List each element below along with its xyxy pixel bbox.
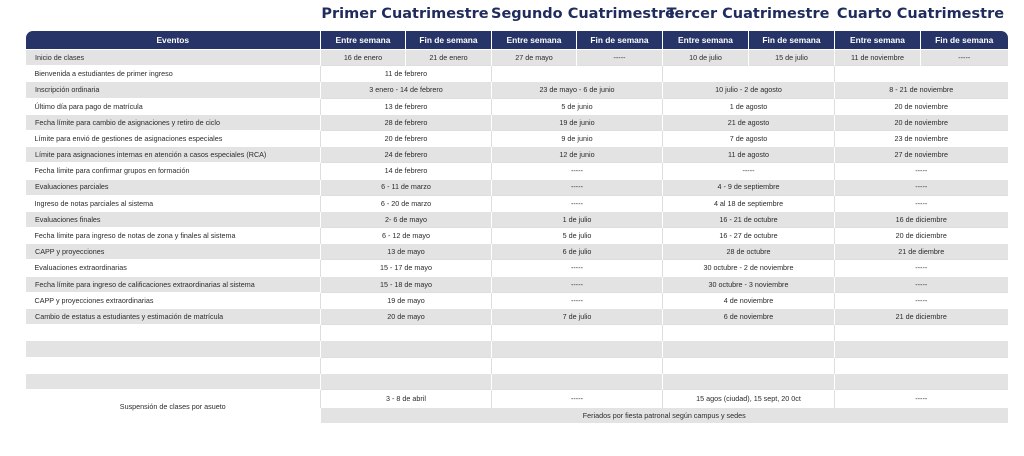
table-cell: 27 de noviembre	[835, 147, 1008, 163]
event-label: Inscripción ordinaria	[26, 82, 321, 98]
quarter-title-2: Segundo Cuatrimestre	[491, 6, 675, 22]
table-cell: 14 de febrero	[321, 163, 492, 179]
table-cell	[492, 66, 663, 82]
table-row	[26, 260, 1008, 276]
feriados-note: Feriados por fiesta patronal según campus y sedes	[321, 407, 1008, 423]
header-q1-weekend: Fin de semana	[406, 31, 492, 50]
blank-cell	[321, 373, 492, 389]
table-row	[26, 163, 1008, 179]
table-cell: -----	[492, 260, 663, 276]
blank-cell	[835, 341, 1008, 357]
table-cell: 23 de noviembre	[835, 130, 1008, 146]
header-q2-weekday: Entre semana	[492, 31, 577, 50]
blank-cell	[492, 325, 663, 341]
table-cell: 4 - 9 de septiembre	[663, 179, 835, 195]
blank-row	[26, 341, 1008, 357]
table-cell: 23 de mayo - 6 de junio	[492, 82, 663, 98]
table-cell: 15 - 18 de mayo	[321, 276, 492, 292]
table-row-suspension	[26, 389, 1008, 407]
blank-cell	[26, 341, 321, 357]
table-cell: 20 de mayo	[321, 309, 492, 325]
header-row	[26, 31, 1008, 50]
table-cell: 28 de febrero	[321, 114, 492, 130]
table-row	[26, 82, 1008, 98]
blank-cell	[26, 373, 321, 389]
table-row	[26, 276, 1008, 292]
table-cell: 21 de enero	[406, 50, 492, 66]
table-cell: 21 de diciembre	[835, 309, 1008, 325]
table-cell: 1 de julio	[492, 211, 663, 227]
table-cell: 20 de febrero	[321, 130, 492, 146]
blank-cell	[321, 341, 492, 357]
table-cell: 10 julio - 2 de agosto	[663, 82, 835, 98]
table-cell: -----	[835, 195, 1008, 211]
quarter-title-1: Primer Cuatrimestre	[321, 6, 489, 22]
table-cell: 15 agos (ciudad), 15 sept, 20 0ct	[663, 389, 835, 407]
table-cell: 1 de agosto	[663, 98, 835, 114]
event-label: Fecha límite para ingreso de notas de zona y finales al sistema	[26, 228, 321, 244]
table-cell: 30 octubre - 3 noviembre	[663, 276, 835, 292]
table-cell: 3 - 8 de abril	[321, 389, 492, 407]
table-cell: -----	[835, 276, 1008, 292]
event-label: Fecha límite para confirmar grupos en formación	[26, 163, 321, 179]
table-cell: 2- 6 de mayo	[321, 211, 492, 227]
table-cell: 7 de agosto	[663, 130, 835, 146]
event-label: Ingreso de notas parciales al sistema	[26, 195, 321, 211]
quarter-titles	[0, 6, 1024, 30]
blank-cell	[835, 357, 1008, 373]
table-cell: 15 de julio	[749, 50, 835, 66]
table-cell: 21 de diembre	[835, 244, 1008, 260]
blank-cell	[26, 357, 321, 373]
table-cell: 5 de julio	[492, 228, 663, 244]
table-cell: 10 de julio	[663, 50, 749, 66]
event-label: Límite para asignaciones internas en atención a casos especiales (RCA)	[26, 147, 321, 163]
header-q3-weekday: Entre semana	[663, 31, 749, 50]
table-cell: -----	[577, 50, 663, 66]
table-cell: 4 de noviembre	[663, 292, 835, 308]
event-label: Último día para pago de matrícula	[26, 98, 321, 114]
table-cell: -----	[492, 195, 663, 211]
event-label: Suspensión de clases por asueto	[26, 389, 321, 423]
table-row	[26, 66, 1008, 82]
event-label: Límite para envió de gestiones de asignaciones especiales	[26, 130, 321, 146]
table-row	[26, 228, 1008, 244]
table-cell: 6 de noviembre	[663, 309, 835, 325]
header-q3-weekend: Fin de semana	[749, 31, 835, 50]
blank-row	[26, 373, 1008, 389]
event-label: Bienvenida a estudiantes de primer ingreso	[26, 66, 321, 82]
table-row	[26, 292, 1008, 308]
table-cell: 27 de mayo	[492, 50, 577, 66]
event-label: Fecha límite para ingreso de calificaciones extraordinarias al sistema	[26, 276, 321, 292]
table-cell: 6 de julio	[492, 244, 663, 260]
table-cell: -----	[835, 179, 1008, 195]
event-label: Evaluaciones finales	[26, 211, 321, 227]
table-cell: 16 de enero	[321, 50, 406, 66]
quarter-title-4: Cuarto Cuatrimestre	[836, 6, 1005, 22]
table-cell: 15 - 17 de mayo	[321, 260, 492, 276]
table-row	[26, 147, 1008, 163]
table-cell: 28 de octubre	[663, 244, 835, 260]
blank-row	[26, 325, 1008, 341]
blank-cell	[835, 373, 1008, 389]
header-q4-weekday: Entre semana	[835, 31, 921, 50]
table-cell: -----	[663, 163, 835, 179]
table-cell: -----	[835, 260, 1008, 276]
table-cell: 11 de febrero	[321, 66, 492, 82]
table-cell: 3 enero - 14 de febrero	[321, 82, 492, 98]
table-cell: -----	[492, 179, 663, 195]
blank-cell	[26, 325, 321, 341]
table-cell: 13 de febrero	[321, 98, 492, 114]
table-cell: 5 de junio	[492, 98, 663, 114]
blank-cell	[663, 373, 835, 389]
table-row	[26, 179, 1008, 195]
event-label: Inicio de clases	[26, 50, 321, 66]
header-q4-weekend: Fin de semana	[921, 31, 1008, 50]
blank-row	[26, 357, 1008, 373]
event-label: Cambio de estatus a estudiantes y estimación de matrícula	[26, 309, 321, 325]
table-row-inicio	[26, 50, 1008, 66]
table-row	[26, 130, 1008, 146]
table-cell: -----	[835, 389, 1008, 407]
table-cell: 21 de agosto	[663, 114, 835, 130]
header-eventos: Eventos	[26, 31, 321, 50]
blank-cell	[321, 357, 492, 373]
table-cell: -----	[492, 389, 663, 407]
table-cell	[663, 66, 835, 82]
table-cell: 13 de mayo	[321, 244, 492, 260]
table-row	[26, 98, 1008, 114]
table-row	[26, 244, 1008, 260]
table-cell: 6 - 11 de marzo	[321, 179, 492, 195]
event-label: Evaluaciones extraordinarias	[26, 260, 321, 276]
table-cell: 11 de noviembre	[835, 50, 921, 66]
table-row	[26, 309, 1008, 325]
blank-cell	[663, 341, 835, 357]
table-cell: 6 - 20 de marzo	[321, 195, 492, 211]
table-cell: -----	[921, 50, 1008, 66]
table-row	[26, 114, 1008, 130]
table-cell: 20 de noviembre	[835, 114, 1008, 130]
table-cell: -----	[492, 292, 663, 308]
blank-cell	[492, 341, 663, 357]
table-row	[26, 211, 1008, 227]
table-cell: 16 - 21 de octubre	[663, 211, 835, 227]
blank-cell	[492, 357, 663, 373]
table-cell: 19 de mayo	[321, 292, 492, 308]
blank-cell	[492, 373, 663, 389]
table-cell: 16 - 27 de octubre	[663, 228, 835, 244]
table-cell: 19 de junio	[492, 114, 663, 130]
blank-cell	[663, 325, 835, 341]
table-cell: 20 de noviembre	[835, 98, 1008, 114]
event-label: Evaluaciones parciales	[26, 179, 321, 195]
blank-cell	[321, 325, 492, 341]
table-cell: -----	[492, 276, 663, 292]
event-label: CAPP y proyecciones extraordinarias	[26, 292, 321, 308]
event-label: CAPP y proyecciones	[26, 244, 321, 260]
table-cell: 4 al 18 de septiembre	[663, 195, 835, 211]
table-cell: 6 - 12 de mayo	[321, 228, 492, 244]
table-cell: 20 de diciembre	[835, 228, 1008, 244]
blank-cell	[835, 325, 1008, 341]
calendar-table	[25, 31, 1008, 423]
quarter-title-3: Tercer Cuatrimestre	[666, 6, 830, 22]
table-cell: 12 de junio	[492, 147, 663, 163]
table-cell: 7 de julio	[492, 309, 663, 325]
table-cell: 11 de agosto	[663, 147, 835, 163]
table-cell: 30 octubre - 2 de noviembre	[663, 260, 835, 276]
table-cell	[835, 66, 1008, 82]
header-q2-weekend: Fin de semana	[577, 31, 663, 50]
table-cell: -----	[835, 163, 1008, 179]
table-cell: 8 - 21 de noviembre	[835, 82, 1008, 98]
table-cell: 16 de diciembre	[835, 211, 1008, 227]
blank-cell	[663, 357, 835, 373]
table-cell: 24 de febrero	[321, 147, 492, 163]
table-cell: -----	[835, 292, 1008, 308]
header-q1-weekday: Entre semana	[321, 31, 406, 50]
event-label: Fecha límite para cambio de asignaciones y retiro de ciclo	[26, 114, 321, 130]
table-cell: 9 de junio	[492, 130, 663, 146]
table-cell: -----	[492, 163, 663, 179]
table-row	[26, 195, 1008, 211]
